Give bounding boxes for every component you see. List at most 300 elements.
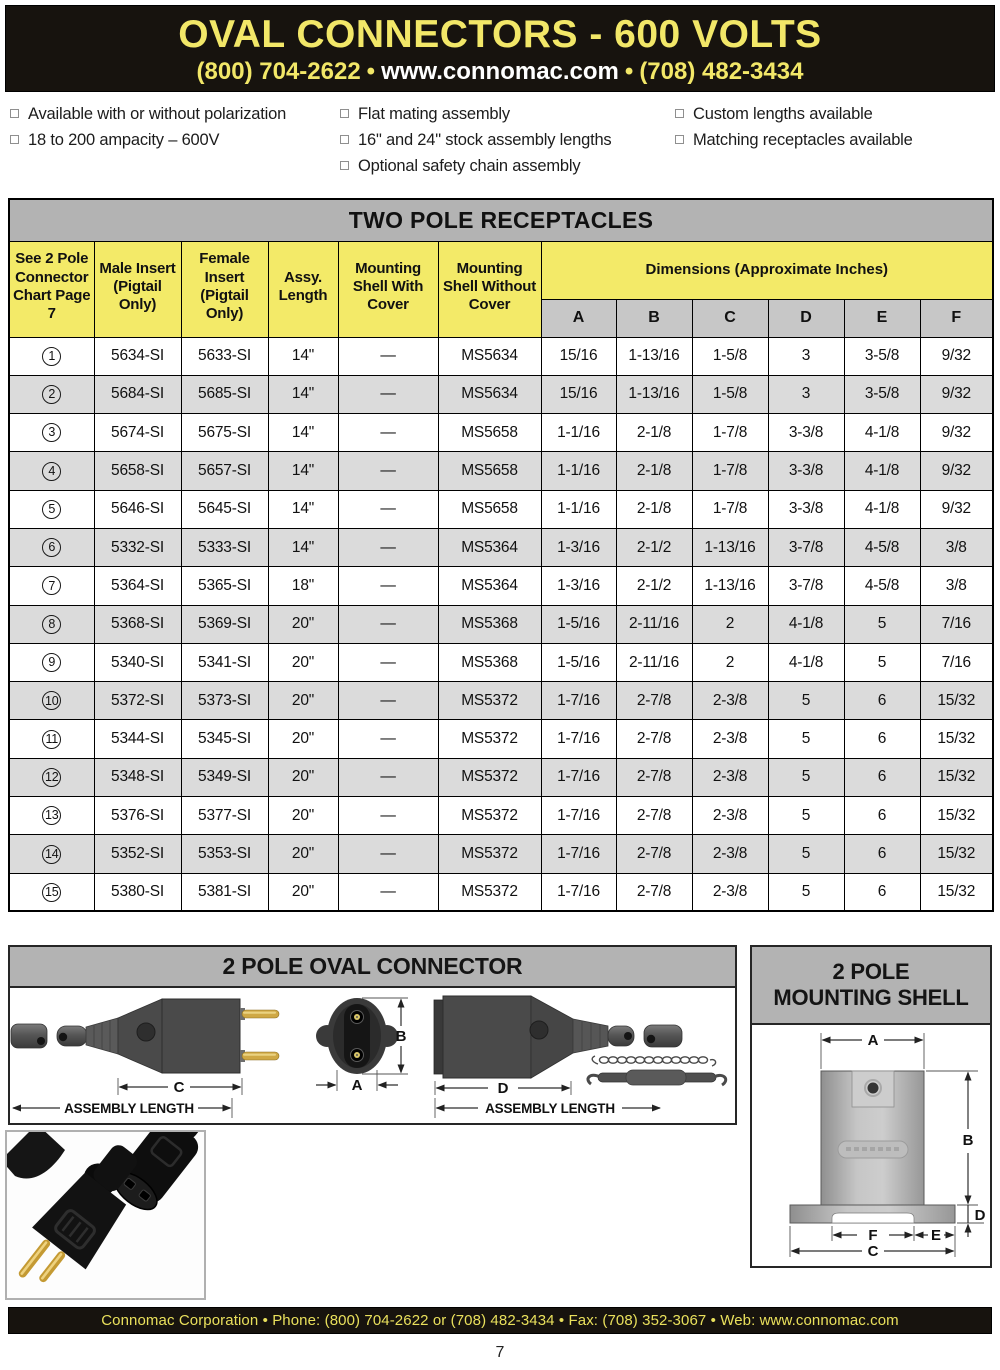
connector-chart-ref-cell bbox=[9, 758, 94, 796]
dim-e-cell: 6 bbox=[844, 873, 920, 911]
col-header-female-insert: Female Insert (Pigtail Only) bbox=[181, 241, 268, 337]
shell-with-cover-cell: — bbox=[338, 567, 438, 605]
dim-e-cell: 6 bbox=[844, 720, 920, 758]
dim-d-cell: 3 bbox=[768, 375, 844, 413]
female-insert-cell: 5369-SI bbox=[181, 605, 268, 643]
table-row bbox=[9, 643, 993, 681]
table-row bbox=[9, 414, 993, 452]
dim-b-cell: 2-1/2 bbox=[616, 528, 692, 566]
dim-a-cell: 1-3/16 bbox=[541, 528, 616, 566]
dim-f-cell: 9/32 bbox=[920, 375, 993, 413]
feature-item bbox=[10, 127, 340, 153]
col-header-connector-chart: See 2 Pole Connector Chart Page 7 bbox=[9, 241, 94, 337]
dim-e-cell: 6 bbox=[844, 835, 920, 873]
assy-length-cell: 20" bbox=[268, 682, 338, 720]
table-row bbox=[9, 528, 993, 566]
male-insert-cell: 5380-SI bbox=[94, 873, 181, 911]
female-insert-cell: 5381-SI bbox=[181, 873, 268, 911]
feature-text: Matching receptacles available bbox=[693, 131, 913, 149]
assy-length-cell: 20" bbox=[268, 873, 338, 911]
table-header bbox=[9, 199, 993, 337]
feature-item bbox=[340, 153, 675, 179]
checkbox-bullet-icon bbox=[10, 135, 19, 144]
dim-c-cell: 1-13/16 bbox=[692, 528, 768, 566]
dim-b-cell: 2-1/2 bbox=[616, 567, 692, 605]
male-insert-cell: 5364-SI bbox=[94, 567, 181, 605]
dim-b-cell: 2-7/8 bbox=[616, 797, 692, 835]
feature-text: 16" and 24" stock assembly lengths bbox=[358, 131, 612, 149]
shell-with-cover-cell: — bbox=[338, 758, 438, 796]
shell-with-cover-cell: — bbox=[338, 452, 438, 490]
dim-d-cell: 3-3/8 bbox=[768, 490, 844, 528]
female-insert-cell: 5341-SI bbox=[181, 643, 268, 681]
dim-b-cell: 2-11/16 bbox=[616, 605, 692, 643]
checkbox-bullet-icon bbox=[340, 109, 349, 118]
female-insert-cell: 5333-SI bbox=[181, 528, 268, 566]
dim-b-cell: 2-7/8 bbox=[616, 873, 692, 911]
dim-e-cell: 4-1/8 bbox=[844, 414, 920, 452]
dim-b-cell: 2-7/8 bbox=[616, 720, 692, 758]
shell-without-cover-cell: MS5658 bbox=[438, 452, 541, 490]
oval-connector-diagram bbox=[10, 988, 735, 1121]
shell-with-cover-cell: — bbox=[338, 337, 438, 375]
female-insert-cell: 5645-SI bbox=[181, 490, 268, 528]
dim-e-cell: 6 bbox=[844, 758, 920, 796]
dim-assembly-length-right bbox=[435, 1098, 660, 1118]
female-insert-cell: 5633-SI bbox=[181, 337, 268, 375]
dim-c-cell: 2-3/8 bbox=[692, 720, 768, 758]
male-insert-cell: 5634-SI bbox=[94, 337, 181, 375]
row-number-badge: 13 bbox=[42, 806, 61, 825]
dim-c-cell: 2-3/8 bbox=[692, 873, 768, 911]
shell-dim-b-label: B bbox=[962, 1132, 974, 1149]
assembly-length-left-label: ASSEMBLY LENGTH bbox=[64, 1101, 194, 1116]
dim-c-cell: 2 bbox=[692, 643, 768, 681]
male-insert-cell: 5674-SI bbox=[94, 414, 181, 452]
dim-e-cell: 3-5/8 bbox=[844, 337, 920, 375]
dim-d-cell: 5 bbox=[768, 797, 844, 835]
dim-a-cell: 15/16 bbox=[541, 375, 616, 413]
male-insert-cell: 5372-SI bbox=[94, 682, 181, 720]
female-insert-cell: 5373-SI bbox=[181, 682, 268, 720]
feature-item bbox=[340, 101, 675, 127]
safety-chain-drawing bbox=[588, 1056, 726, 1085]
dim-c-cell: 1-7/8 bbox=[692, 414, 768, 452]
assy-length-cell: 14" bbox=[268, 490, 338, 528]
connector-chart-ref-cell bbox=[9, 682, 94, 720]
footer-contact-text: Connomac Corporation • Phone: (800) 704-2622 or (708) 482-3434 • Fax: (708) 352-3067 • Web: www.connomac.com bbox=[101, 1312, 899, 1329]
col-header-male-insert: Male Insert (Pigtail Only) bbox=[94, 241, 181, 337]
dim-b-cell: 2-1/8 bbox=[616, 414, 692, 452]
shell-dim-d bbox=[957, 1205, 986, 1237]
oval-connector-diagram-title: 2 POLE OVAL CONNECTOR bbox=[10, 947, 735, 988]
table-row bbox=[9, 720, 993, 758]
female-insert-cell: 5345-SI bbox=[181, 720, 268, 758]
feature-item bbox=[340, 127, 675, 153]
dim-b-cell: 2-1/8 bbox=[616, 490, 692, 528]
dim-f-cell: 15/32 bbox=[920, 682, 993, 720]
shell-dim-f bbox=[832, 1226, 914, 1244]
feature-text: Available with or without polarization bbox=[28, 105, 287, 123]
dim-e-cell: 5 bbox=[844, 605, 920, 643]
mounting-shell-drawing bbox=[790, 1071, 955, 1223]
dim-a-cell: 1-7/16 bbox=[541, 873, 616, 911]
shell-without-cover-cell: MS5372 bbox=[438, 758, 541, 796]
mounting-shell-diagram-title bbox=[752, 947, 990, 1025]
male-insert-cell: 5376-SI bbox=[94, 797, 181, 835]
table-title: TWO POLE RECEPTACLES bbox=[9, 199, 993, 241]
dim-e-cell: 5 bbox=[844, 643, 920, 681]
dim-b-cell: 2-7/8 bbox=[616, 758, 692, 796]
shell-without-cover-cell: MS5364 bbox=[438, 528, 541, 566]
shell-without-cover-cell: MS5658 bbox=[438, 490, 541, 528]
assy-length-cell: 20" bbox=[268, 758, 338, 796]
dim-letter-a: A bbox=[541, 299, 616, 337]
dim-letter-e: E bbox=[844, 299, 920, 337]
connector-face-view-drawing bbox=[316, 998, 398, 1074]
dim-c-cell: 2-3/8 bbox=[692, 835, 768, 873]
dim-letter-c: C bbox=[692, 299, 768, 337]
row-number-badge: 14 bbox=[42, 845, 61, 864]
shell-title-line1: 2 POLE bbox=[832, 958, 910, 984]
shell-with-cover-cell: — bbox=[338, 835, 438, 873]
column-header-row bbox=[9, 241, 993, 299]
shell-without-cover-cell: MS5658 bbox=[438, 414, 541, 452]
assy-length-cell: 20" bbox=[268, 720, 338, 758]
male-insert-cell: 5340-SI bbox=[94, 643, 181, 681]
table-body bbox=[9, 337, 993, 911]
shell-without-cover-cell: MS5372 bbox=[438, 873, 541, 911]
row-number-badge: 5 bbox=[42, 500, 61, 519]
col-header-shell-with-cover: Mounting Shell With Cover bbox=[338, 241, 438, 337]
page-header-banner bbox=[5, 5, 995, 92]
dim-d-label: D bbox=[497, 1080, 509, 1097]
table-row bbox=[9, 337, 993, 375]
col-header-shell-without-cover: Mounting Shell Without Cover bbox=[438, 241, 541, 337]
dim-c-label: C bbox=[173, 1079, 185, 1096]
shell-dim-a bbox=[821, 1032, 924, 1069]
page-title: OVAL CONNECTORS - 600 VOLTS bbox=[178, 13, 822, 56]
shell-with-cover-cell: — bbox=[338, 797, 438, 835]
feature-column-2 bbox=[340, 101, 675, 179]
shell-without-cover-cell: MS5372 bbox=[438, 682, 541, 720]
dim-a-cell: 1-7/16 bbox=[541, 835, 616, 873]
table-row bbox=[9, 567, 993, 605]
shell-with-cover-cell: — bbox=[338, 643, 438, 681]
feature-item bbox=[10, 101, 340, 127]
shell-dim-e bbox=[916, 1226, 956, 1257]
feature-column-1 bbox=[10, 101, 340, 179]
dim-e-cell: 6 bbox=[844, 682, 920, 720]
shell-title-line2: MOUNTING SHELL bbox=[773, 985, 969, 1010]
dim-f-cell: 7/16 bbox=[920, 643, 993, 681]
checkbox-bullet-icon bbox=[10, 109, 19, 118]
female-connector-drawing bbox=[434, 996, 682, 1078]
connector-chart-ref-cell bbox=[9, 490, 94, 528]
dim-d-cell: 4-1/8 bbox=[768, 643, 844, 681]
connector-chart-ref-cell bbox=[9, 797, 94, 835]
dim-c-cell: 1-7/8 bbox=[692, 452, 768, 490]
shell-with-cover-cell: — bbox=[338, 528, 438, 566]
dim-b-cell: 2-7/8 bbox=[616, 682, 692, 720]
table-row bbox=[9, 758, 993, 796]
dim-c-cell: 2-3/8 bbox=[692, 797, 768, 835]
dim-a-cell: 1-5/16 bbox=[541, 643, 616, 681]
male-insert-cell: 5352-SI bbox=[94, 835, 181, 873]
shell-with-cover-cell: — bbox=[338, 720, 438, 758]
dim-c-cell: 1-13/16 bbox=[692, 567, 768, 605]
dim-d-cell: 3 bbox=[768, 337, 844, 375]
dim-c bbox=[118, 1078, 242, 1096]
dim-f-cell: 9/32 bbox=[920, 490, 993, 528]
dim-b-cell: 2-7/8 bbox=[616, 835, 692, 873]
dim-f-cell: 15/32 bbox=[920, 873, 993, 911]
dim-b-label: B bbox=[395, 1028, 407, 1045]
connector-chart-ref-cell bbox=[9, 720, 94, 758]
table-row bbox=[9, 797, 993, 835]
shell-with-cover-cell: — bbox=[338, 375, 438, 413]
dim-e-cell: 4-5/8 bbox=[844, 528, 920, 566]
dim-c-cell: 1-5/8 bbox=[692, 337, 768, 375]
assy-length-cell: 20" bbox=[268, 605, 338, 643]
col-header-assy-length: Assy. Length bbox=[268, 241, 338, 337]
male-insert-cell: 5684-SI bbox=[94, 375, 181, 413]
connector-product-photo bbox=[5, 1130, 206, 1300]
shell-with-cover-cell: — bbox=[338, 490, 438, 528]
dim-b-cell: 2-11/16 bbox=[616, 643, 692, 681]
connector-chart-ref-cell bbox=[9, 567, 94, 605]
dim-f-cell: 15/32 bbox=[920, 835, 993, 873]
male-connector-drawing bbox=[11, 999, 279, 1073]
connector-chart-ref-cell bbox=[9, 452, 94, 490]
shell-with-cover-cell: — bbox=[338, 873, 438, 911]
two-pole-receptacles-table bbox=[8, 198, 994, 912]
dim-a-cell: 1-7/16 bbox=[541, 758, 616, 796]
dim-e-cell: 6 bbox=[844, 797, 920, 835]
female-insert-cell: 5353-SI bbox=[181, 835, 268, 873]
oval-connector-diagram-panel bbox=[8, 945, 737, 1125]
assy-length-cell: 14" bbox=[268, 452, 338, 490]
assy-length-cell: 20" bbox=[268, 797, 338, 835]
row-number-badge: 8 bbox=[42, 615, 61, 634]
table-row bbox=[9, 835, 993, 873]
row-number-badge: 12 bbox=[42, 768, 61, 787]
connector-photo-drawing bbox=[7, 1132, 204, 1298]
dim-f-cell: 15/32 bbox=[920, 797, 993, 835]
dim-e-cell: 4-1/8 bbox=[844, 452, 920, 490]
shell-without-cover-cell: MS5372 bbox=[438, 720, 541, 758]
dim-f-cell: 9/32 bbox=[920, 414, 993, 452]
dim-f-cell: 15/32 bbox=[920, 720, 993, 758]
table-row bbox=[9, 873, 993, 911]
dim-assembly-length-left bbox=[13, 1098, 232, 1118]
assy-length-cell: 20" bbox=[268, 643, 338, 681]
dim-a-cell: 15/16 bbox=[541, 337, 616, 375]
checkbox-bullet-icon bbox=[675, 109, 684, 118]
dim-a-cell: 1-5/16 bbox=[541, 605, 616, 643]
dim-a-cell: 1-1/16 bbox=[541, 452, 616, 490]
assy-length-cell: 14" bbox=[268, 414, 338, 452]
dim-d-cell: 5 bbox=[768, 758, 844, 796]
shell-with-cover-cell: — bbox=[338, 414, 438, 452]
row-number-badge: 7 bbox=[42, 576, 61, 595]
assy-length-cell: 14" bbox=[268, 528, 338, 566]
row-number-badge: 3 bbox=[42, 423, 61, 442]
row-number-badge: 2 bbox=[42, 385, 61, 404]
shell-without-cover-cell: MS5634 bbox=[438, 375, 541, 413]
male-insert-cell: 5344-SI bbox=[94, 720, 181, 758]
row-number-badge: 4 bbox=[42, 462, 61, 481]
checkbox-bullet-icon bbox=[340, 135, 349, 144]
row-number-badge: 6 bbox=[42, 538, 61, 557]
dim-f-cell: 9/32 bbox=[920, 337, 993, 375]
connector-chart-ref-cell bbox=[9, 414, 94, 452]
assy-length-cell: 20" bbox=[268, 835, 338, 873]
feature-text: Flat mating assembly bbox=[358, 105, 510, 123]
dim-f-cell: 3/8 bbox=[920, 528, 993, 566]
male-insert-cell: 5658-SI bbox=[94, 452, 181, 490]
female-insert-cell: 5675-SI bbox=[181, 414, 268, 452]
row-number-badge: 15 bbox=[42, 883, 61, 902]
table-row bbox=[9, 375, 993, 413]
row-number-badge: 9 bbox=[42, 653, 61, 672]
table-row bbox=[9, 452, 993, 490]
female-insert-cell: 5377-SI bbox=[181, 797, 268, 835]
table-row bbox=[9, 490, 993, 528]
dim-letter-d: D bbox=[768, 299, 844, 337]
assy-length-cell: 14" bbox=[268, 375, 338, 413]
connector-chart-ref-cell bbox=[9, 337, 94, 375]
bullet-separator: • bbox=[366, 58, 376, 85]
connector-chart-ref-cell bbox=[9, 605, 94, 643]
dim-d-cell: 5 bbox=[768, 873, 844, 911]
feature-item bbox=[675, 101, 985, 127]
shell-without-cover-cell: MS5368 bbox=[438, 643, 541, 681]
row-number-badge: 10 bbox=[42, 691, 61, 710]
banner-phone-left: (800) 704-2622 bbox=[196, 58, 361, 85]
shell-without-cover-cell: MS5634 bbox=[438, 337, 541, 375]
dim-c-cell: 2 bbox=[692, 605, 768, 643]
shell-dim-c-label: C bbox=[867, 1243, 879, 1260]
dim-d bbox=[435, 1080, 571, 1097]
dim-a-label: A bbox=[351, 1077, 363, 1094]
dim-c-cell: 1-5/8 bbox=[692, 375, 768, 413]
checkbox-bullet-icon bbox=[675, 135, 684, 144]
dim-f-cell: 9/32 bbox=[920, 452, 993, 490]
dim-a-cell: 1-3/16 bbox=[541, 567, 616, 605]
shell-without-cover-cell: MS5368 bbox=[438, 605, 541, 643]
page-number: 7 bbox=[495, 1344, 505, 1361]
dim-c-cell: 2-3/8 bbox=[692, 682, 768, 720]
feature-text: 18 to 200 ampacity – 600V bbox=[28, 131, 220, 149]
male-insert-cell: 5332-SI bbox=[94, 528, 181, 566]
female-insert-cell: 5365-SI bbox=[181, 567, 268, 605]
male-insert-cell: 5368-SI bbox=[94, 605, 181, 643]
female-insert-cell: 5685-SI bbox=[181, 375, 268, 413]
dim-letter-b: B bbox=[616, 299, 692, 337]
shell-without-cover-cell: MS5372 bbox=[438, 835, 541, 873]
dim-d-cell: 3-3/8 bbox=[768, 414, 844, 452]
dim-d-cell: 5 bbox=[768, 835, 844, 873]
shell-dim-e-label: E bbox=[930, 1227, 942, 1244]
dim-c-cell: 1-7/8 bbox=[692, 490, 768, 528]
mounting-shell-diagram bbox=[752, 1025, 990, 1264]
assembly-length-right-label: ASSEMBLY LENGTH bbox=[485, 1101, 615, 1116]
dim-letter-f: F bbox=[920, 299, 993, 337]
dim-a-cell: 1-7/16 bbox=[541, 797, 616, 835]
dim-f-cell: 3/8 bbox=[920, 567, 993, 605]
table-row bbox=[9, 682, 993, 720]
connector-chart-ref-cell bbox=[9, 835, 94, 873]
assy-length-cell: 18" bbox=[268, 567, 338, 605]
dim-f-cell: 7/16 bbox=[920, 605, 993, 643]
table-title-row bbox=[9, 199, 993, 241]
shell-with-cover-cell: — bbox=[338, 682, 438, 720]
dim-d-cell: 3-3/8 bbox=[768, 452, 844, 490]
dim-d-cell: 3-7/8 bbox=[768, 528, 844, 566]
dim-e-cell: 3-5/8 bbox=[844, 375, 920, 413]
feature-text: Custom lengths available bbox=[693, 105, 873, 123]
dim-c-cell: 2-3/8 bbox=[692, 758, 768, 796]
footer-banner bbox=[8, 1307, 992, 1334]
dim-a-cell: 1-7/16 bbox=[541, 682, 616, 720]
table-row bbox=[9, 605, 993, 643]
dim-a-cell: 1-1/16 bbox=[541, 414, 616, 452]
connector-chart-ref-cell bbox=[9, 528, 94, 566]
feature-list bbox=[10, 101, 992, 179]
dim-b-cell: 1-13/16 bbox=[616, 337, 692, 375]
connector-chart-ref-cell bbox=[9, 375, 94, 413]
banner-website: www.connomac.com bbox=[381, 58, 619, 85]
dim-d-cell: 3-7/8 bbox=[768, 567, 844, 605]
connector-chart-ref-cell bbox=[9, 643, 94, 681]
shell-dim-d-label: D bbox=[974, 1207, 986, 1224]
row-number-badge: 1 bbox=[42, 347, 61, 366]
dim-a-cell: 1-1/16 bbox=[541, 490, 616, 528]
checkbox-bullet-icon bbox=[340, 161, 349, 170]
banner-contact-line bbox=[6, 58, 994, 86]
bullet-separator: • bbox=[624, 58, 634, 85]
dim-d-cell: 4-1/8 bbox=[768, 605, 844, 643]
female-insert-cell: 5657-SI bbox=[181, 452, 268, 490]
shell-without-cover-cell: MS5364 bbox=[438, 567, 541, 605]
shell-with-cover-cell: — bbox=[338, 605, 438, 643]
dim-d-cell: 5 bbox=[768, 682, 844, 720]
dim-e-cell: 4-1/8 bbox=[844, 490, 920, 528]
dim-f-cell: 15/32 bbox=[920, 758, 993, 796]
banner-phone-right: (708) 482-3434 bbox=[639, 58, 804, 85]
mounting-shell-diagram-panel bbox=[750, 945, 992, 1268]
dim-d-cell: 5 bbox=[768, 720, 844, 758]
dim-b-cell: 1-13/16 bbox=[616, 375, 692, 413]
feature-item bbox=[675, 127, 985, 153]
assy-length-cell: 14" bbox=[268, 337, 338, 375]
col-header-dimensions: Dimensions (Approximate Inches) bbox=[541, 241, 993, 299]
male-insert-cell: 5646-SI bbox=[94, 490, 181, 528]
shell-without-cover-cell: MS5372 bbox=[438, 797, 541, 835]
shell-dim-a-label: A bbox=[867, 1032, 879, 1049]
female-insert-cell: 5349-SI bbox=[181, 758, 268, 796]
shell-dim-f-label: F bbox=[868, 1227, 878, 1244]
row-number-badge: 11 bbox=[42, 730, 61, 749]
feature-text: Optional safety chain assembly bbox=[358, 157, 581, 175]
feature-column-3 bbox=[675, 101, 985, 179]
dim-a-cell: 1-7/16 bbox=[541, 720, 616, 758]
dim-b-cell: 2-1/8 bbox=[616, 452, 692, 490]
connector-chart-ref-cell bbox=[9, 873, 94, 911]
shell-dim-b bbox=[926, 1071, 978, 1205]
dim-e-cell: 4-5/8 bbox=[844, 567, 920, 605]
